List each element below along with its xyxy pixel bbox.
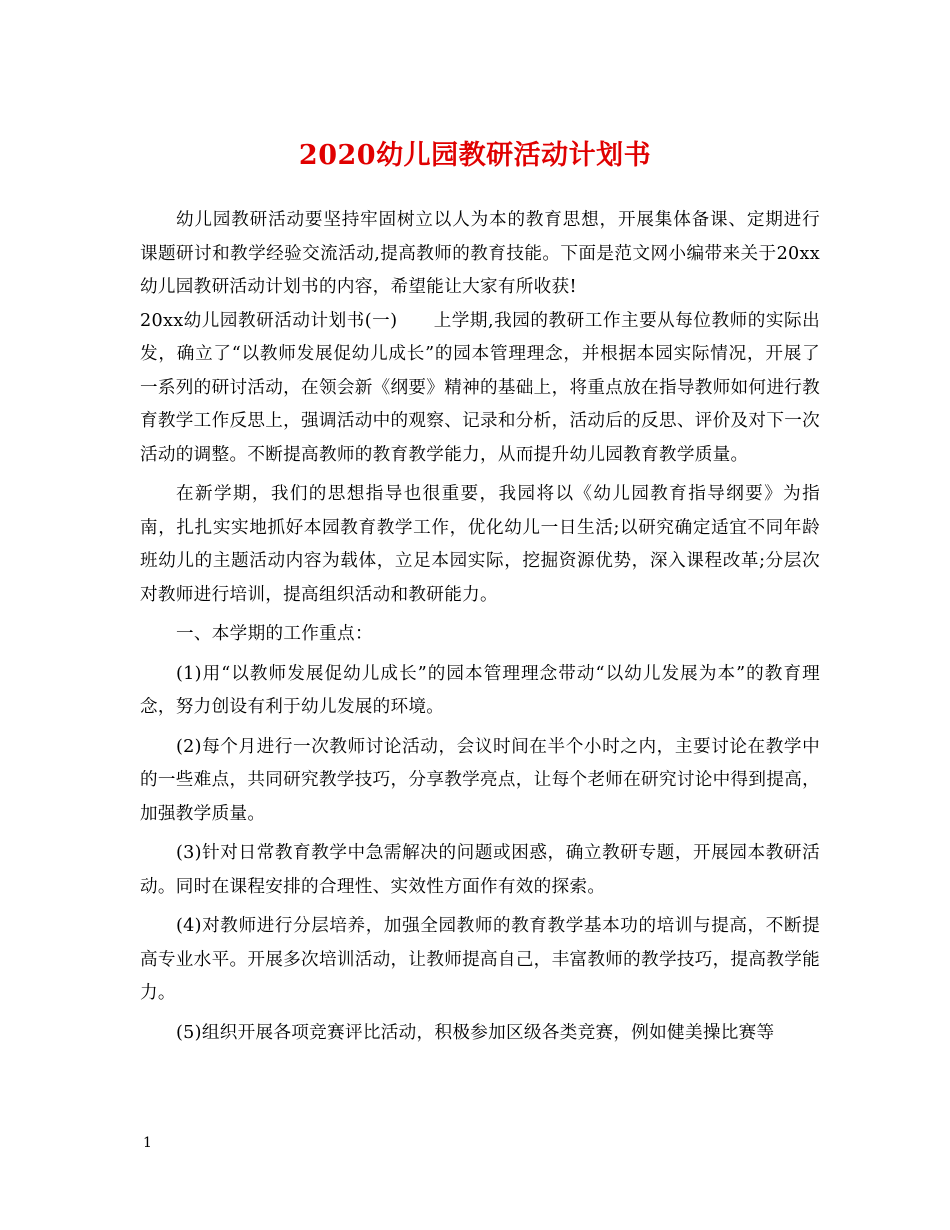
page-number: 1: [143, 1135, 152, 1151]
document-body: [140, 204, 820, 1050]
section-text: 上学期,我园的教研工作主要从每位教师的实际出发，确立了“以教师发展促幼儿成长”的园本管理理念，并根据本园实际情况，开展了一系列的研讨活动，在领会新《纲要》精神的基础上，将重点放在指导教师如何进行教育教学工作反思上，强调活动中的观察、记录和分析，活动后的反思、评价及对下一次活动的调整。不断提高教师的教育教学能力，从而提升幼儿园教育教学质量。: [140, 310, 820, 465]
document-title: 2020幼儿园教研活动计划书: [298, 140, 652, 171]
list-item: (4)对教师进行分层培养，加强全园教师的教育教学基本功的培训与提高，不断提高专业水平。开展多次培训活动，让教师提高自己，丰富教师的教学技巧，提高教学能力。: [140, 916, 820, 1003]
new-term-paragraph: 在新学期，我们的思想指导也很重要，我园将以《幼儿园教育指导纲要》为指南，扎扎实实地抓好本园教育教学工作，优化幼儿一日生活;以研究确定适宜不同年龄班幼儿的主题活动内容为载体，立足本园实际，挖掘资源优势，深入课程改革;分层次对教师进行培训，提高组织活动和教研能力。: [140, 484, 820, 605]
section-label: 20xx幼儿园教研活动计划书(一): [140, 310, 398, 331]
focus-heading: 一、本学期的工作重点：: [176, 624, 373, 644]
list-item: (2)每个月进行一次教师讨论活动，会议时间在半个小时之内，主要讨论在教学中的一些难点，共同研究教学技巧，分享教学亮点，让每个老师在研究讨论中得到提高，加强教学质量。: [140, 736, 820, 824]
section-paragraph: [140, 305, 820, 473]
intro-paragraph: 幼儿园教研活动要坚持牢固树立以人为本的教育思想，开展集体备课、定期进行课题研讨和教学经验交流活动,提高教师的教育技能。下面是范文网小编带来关于20xx幼儿园教研活动计划书的内容，希望能让大家有所收获!: [140, 210, 820, 297]
list-item: (3)针对日常教育教学中急需解决的问题或困惑，确立教研专题，开展园本教研活动。同时在课程安排的合理性、实效性方面作有效的探索。: [140, 843, 820, 897]
list-item: (5)组织开展各项竞赛评比活动，积极参加区级各类竞赛，例如健美操比赛等: [176, 1022, 775, 1043]
list-item: (1)用“以教师发展促幼儿成长”的园本管理理念带动“以幼儿发展为本”的教育理念，努力创设有利于幼儿发展的环境。: [140, 663, 820, 717]
